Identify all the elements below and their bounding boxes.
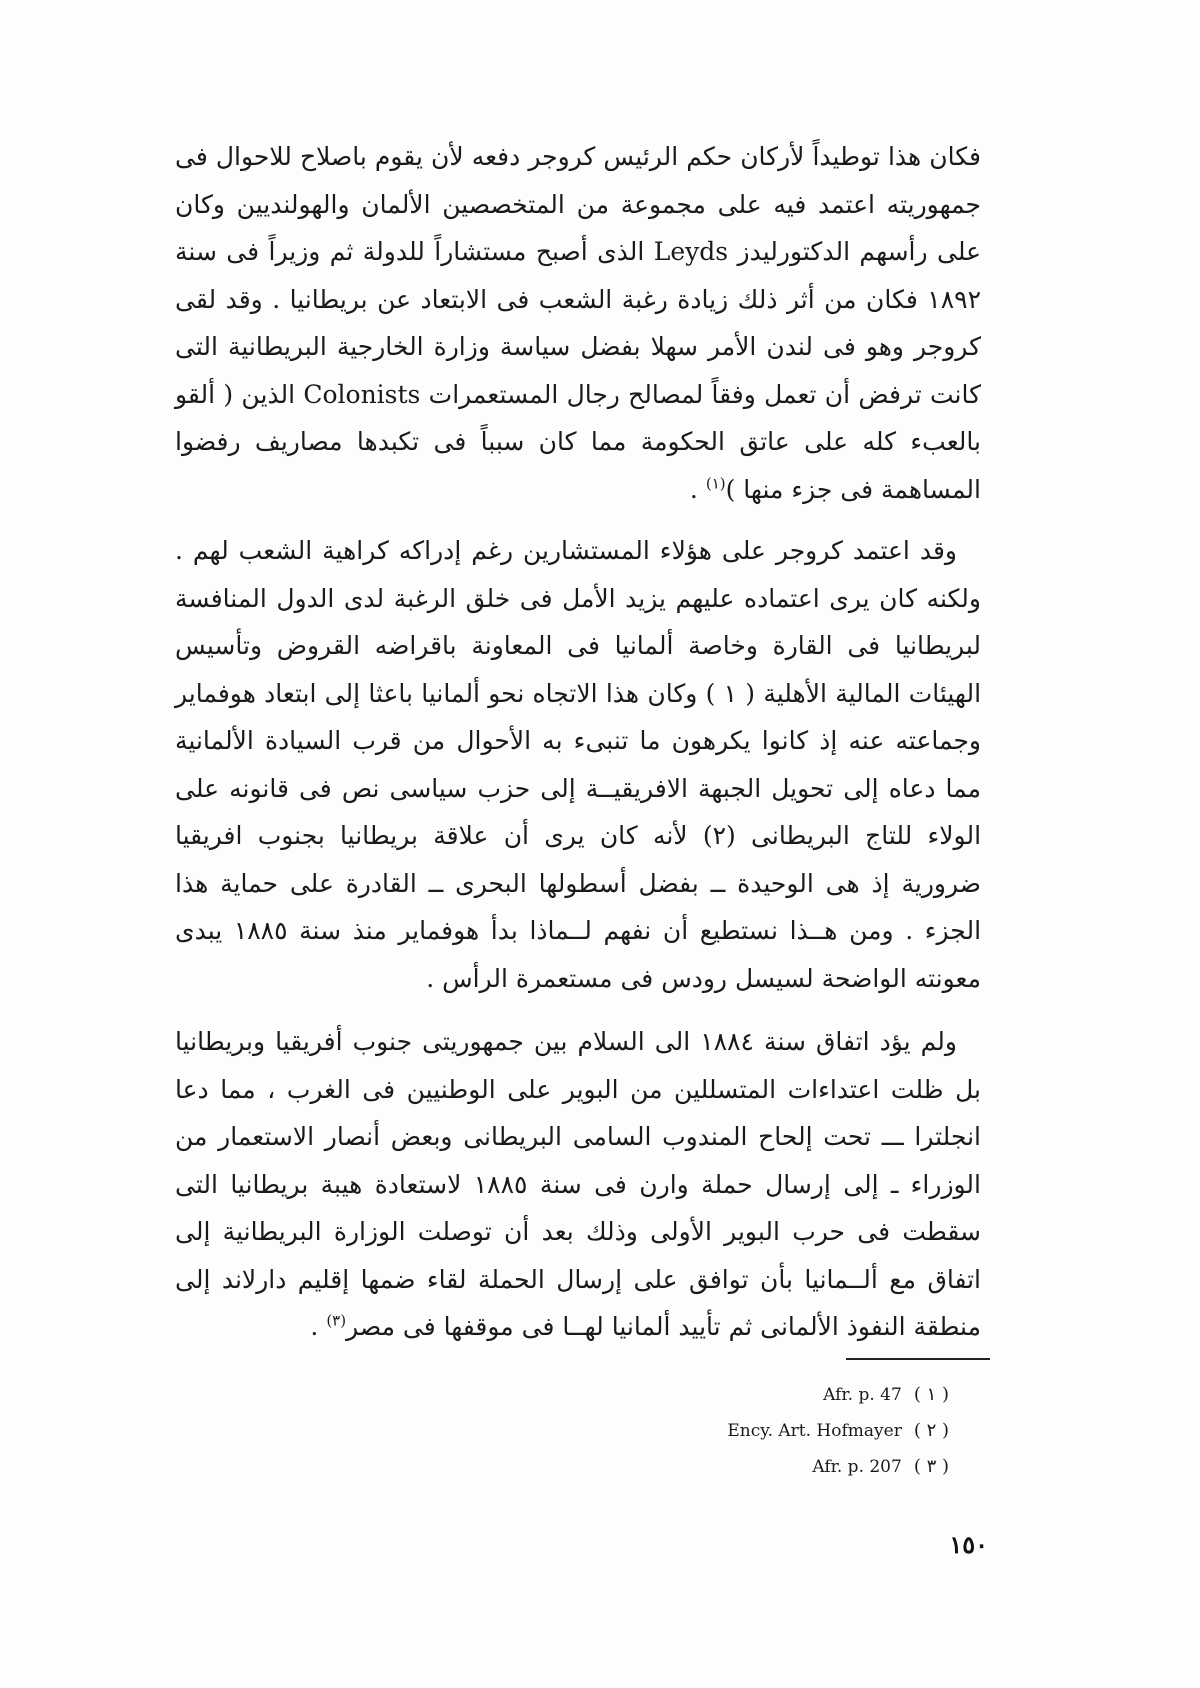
footnote-reference: Ency. Art. Hofmayer xyxy=(727,1421,902,1441)
text-line: تحت إلحاح المندوب السامى البريطانى وبعض أنصار الاستعمار من الوزراء ـ إلى إرسال xyxy=(175,1122,981,1199)
paragraph-3 xyxy=(175,1018,981,1351)
text-line: فكان من أثر ذلك زيادة رغبة الشعب فى الابتعاد عن بريطانيا . وقد لقى كروجر وهو xyxy=(175,284,982,361)
text-line: الوحيدة ــ بفضل أسطولها البحرى ــ القادرة على حماية هذا الجزء . ومن هــذا xyxy=(175,868,982,945)
footnote-reference: Afr. p. 47 xyxy=(823,1385,902,1405)
text-line: إرسال الحملة لقاء ضمها إقليم دارلاند إلى منطقة النفوذ الألمانى ثم تأييد ألمانيا لهــا xyxy=(175,1264,981,1341)
footnote-number: ( ١ ) xyxy=(913,1384,949,1405)
footnote-separator xyxy=(846,1358,990,1360)
text-line: المالية الأهلية ( ١ ) وكان هذا الاتجاه نحو ألمانيا باعثا إلى ابتعاد هوفماير وجماعته xyxy=(175,678,981,755)
text-line: رودس فى مستعمرة الرأس . xyxy=(426,963,727,993)
text-line: بل ظلت اعتداءات المتسللين من البوير على الوطنيين فى الغرب ، مما دعا انجلترا ـــ xyxy=(175,1074,981,1151)
sentence-end: . xyxy=(689,474,706,504)
footnote-number: ( ٣ ) xyxy=(913,1456,949,1477)
footnote-marker: (١) xyxy=(705,474,726,493)
text-line: لبريطانيا فى القارة وخاصة ألمانيا فى المعاونة باقراضه القروض وتأسيس الهيئات xyxy=(175,631,982,708)
text-line: تحويل الجبهة الافريقيــة إلى حزب سياسى نص فى قانونه على الولاء للتاج xyxy=(175,773,982,850)
text-line: عنه إذ كانوا يكرهون ما تنبىء به الأحوال من قرب السيادة الألمانية مما دعاه إلى xyxy=(175,726,981,803)
text-line: تعمل وفقاً لمصالح رجال المستعمرات Colonists الذين ( ألقو بالعبء كله على عاتق xyxy=(175,379,981,456)
text-line: ولم يؤد اتفاق سنة ١٨٨٤ الى السلام بين جمهوريتى جنوب أفريقيا وبريطانيا xyxy=(175,1027,957,1056)
text-line: ولكنه كان يرى اعتماده عليهم يزيد الأمل فى خلق الرغبة لدى الدول المنافسة xyxy=(175,583,981,613)
text-line: وذلك بعد أن توصلت الوزارة البريطانية إلى اتفاق مع ألــمانيا بأن توافق على xyxy=(175,1217,982,1294)
sentence-end: . xyxy=(310,1312,327,1341)
text-line: فى لندن الأمر سهلا بفضل سياسة وزارة الخارجية البريطانية التى كانت ترفض أن xyxy=(175,332,981,409)
text-line: فكان هذا توطيداً لأركان حكم الرئيس كروجر دفعه لأن يقوم باصلاح للاحوال xyxy=(215,142,982,171)
text-line: فى موقفها فى مصر xyxy=(346,1312,555,1341)
text-line: الحكومة مما كان سبباً فى تكبدها مصاريف رفضوا المساهمة فى جزء منها ) xyxy=(175,427,981,504)
paragraph-2 xyxy=(175,527,981,1002)
text-line: فى جمهوريته اعتمد فيه على مجموعة من المتخصصين الألمان والهولنديين وكان على xyxy=(175,142,982,266)
footnote-reference: Afr. p. 207 xyxy=(812,1457,902,1477)
text-line: البريطانى (٢) لأنه كان يرى أن علاقة بريطانيا بجنوب افريقيا ضرورية إذ هى xyxy=(175,821,981,898)
footnote xyxy=(560,1449,949,1485)
footnotes xyxy=(560,1377,949,1485)
footnote xyxy=(560,1413,949,1449)
paragraph-1 xyxy=(175,133,981,513)
footnote-marker: (٣) xyxy=(326,1311,347,1330)
body-text xyxy=(175,133,981,1351)
footnote xyxy=(560,1377,949,1413)
text-line: رأسهم الدكتورليدز Leyds الذى أصبح مستشاراً للدولة ثم وزيراً فى سنة ١٨٩٢ xyxy=(175,237,981,314)
text-line: حملة وارن فى سنة ١٨٨٥ لاستعادة هيبة بريطانيا التى سقطت فى حرب البوير الأولى xyxy=(175,1169,982,1246)
text-line: نستطيع أن نفهم لــماذا بدأ هوفماير منذ سنة ١٨٨٥ يبدى معونته الواضحة لسيسل xyxy=(175,916,981,993)
footnote-number: ( ٢ ) xyxy=(913,1420,949,1441)
text-line: وقد اعتمد كروجر على هؤلاء المستشارين رغم إدراكه كراهية الشعب لهم . xyxy=(175,536,957,565)
page-number: ١٥٠ xyxy=(949,1530,988,1559)
